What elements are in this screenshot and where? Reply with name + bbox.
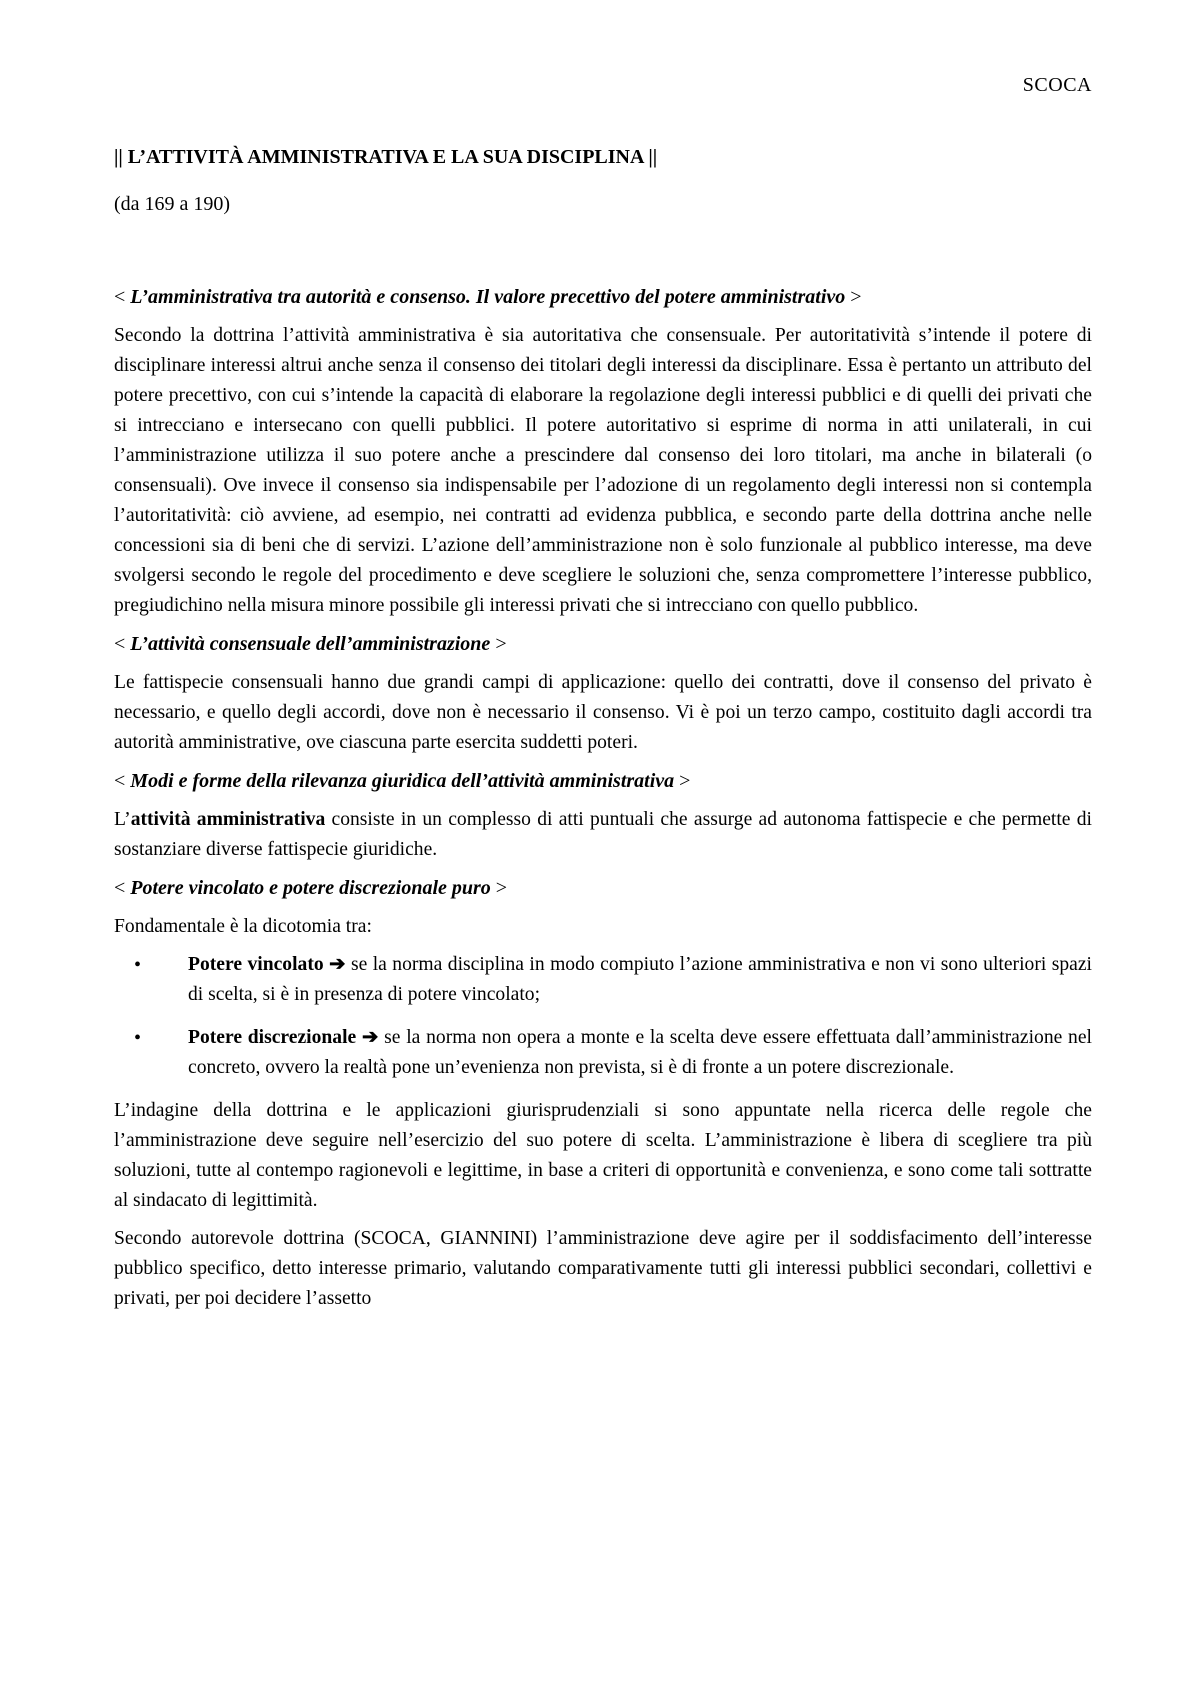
section-heading-text: Modi e forme della rilevanza giuridica dell’attività amministrativa <box>130 770 675 792</box>
heading-close-bracket: > <box>845 286 862 308</box>
list-item <box>134 950 1092 1010</box>
section-heading-4 <box>114 873 1092 903</box>
arrow-right-icon: ➔ <box>323 954 346 975</box>
document-body <box>114 282 1092 1322</box>
running-header: SCOCA <box>1022 74 1092 96</box>
list-item <box>134 1023 1092 1083</box>
heading-open-bracket: < <box>114 770 131 792</box>
heading-open-bracket: < <box>114 633 131 655</box>
bullet-icon: • <box>134 954 142 976</box>
paragraph-dicotomia-intro: Fondamentale è la dicotomia tra: <box>114 916 372 937</box>
section-heading-text: L’amministrativa tra autorità e consenso. Il valore precettivo del potere amministrativo <box>130 286 846 308</box>
section-heading-2 <box>114 629 1092 659</box>
paragraph-indagine-dottrina: L’indagine della dottrina e le applicazioni giurisprudenziali si sono appuntate nella ricerca delle regole che l’amministrazione deve seguire nell’esercizio del suo potere di scelta. L’amministrazione è libera di scegliere tra più soluzioni, tutte al contempo ragionevoli e legittime, in base a criteri di opportunità e convenienza, e sono come tali sottratte al sindacato di legittimità. <box>114 1100 1092 1211</box>
heading-close-bracket: > <box>490 877 508 899</box>
paragraph-autorita-consenso: Secondo la dottrina l’attività amministrativa è sia autoritativa che consensuale. Per autoritatività s’intende il potere di disciplinare interessi altrui anche senza il consenso dei titolari degli interessi da disciplinare. Essa è pertanto un attributo del potere precettivo, con cui s’intende la capacità di elaborare la regolazione degli interessi pubblici e di quelli dei privati che si intrecciano e intersecano con quelli pubblici. Il potere autoritativo si esprime di norma in atti unilaterali, in cui l’amministrazione utilizza il suo potere anche a prescindere dal consenso dei loro titolari, ma anche in bilaterali (o consensuali). Ove invece il consenso sia indispensabile per l’adozione di un regolamento degli interessi non si contempla l’autoritatività: ciò avviene, ad esempio, nei contratti ad evidenza pubblica, e secondo parte della dottrina anche nelle concessioni sia di beni che di servizi. L’azione dell’amministrazione non è solo funzionale al pubblico interesse, ma deve svolgersi secondo le regole del procedimento e deve scegliere le soluzioni che, senza compromettere l’interesse pubblico, pregiudichino nella misura minore possibile gli interessi privati che si intrecciano con quello pubblico. <box>114 325 1092 616</box>
arrow-right-icon: ➔ <box>356 1027 379 1048</box>
paragraph-rilevanza-giuridica <box>114 805 1092 865</box>
list-text: se la norma non opera a monte e la scelta deve essere effettuata dall’amministrazione nel concreto, ovvero la realtà pone un’evenienza non prevista, si è di fronte a un potere discrezionale. <box>188 1027 1092 1078</box>
paragraph-prefix: L’ <box>114 809 131 830</box>
list-term: Potere vincolato <box>188 954 324 975</box>
list-text: se la norma disciplina in modo compiuto l’azione amministrativa e non vi sono ulteriori spazi di scelta, si è in presenza di potere vincolato; <box>188 954 1092 1005</box>
section-heading-1 <box>114 282 1092 312</box>
paragraph-attivita-consensuale: Le fattispecie consensuali hanno due grandi campi di applicazione: quello dei contratti, dove il consenso del privato è necessario, e quello degli accordi, dove non è necessario il consenso. Vi è poi un terzo campo, costituito dagli accordi tra autorità amministrative, ove ciascuna parte esercita suddetti poteri. <box>114 672 1092 753</box>
page-range: (da 169 a 190) <box>114 193 231 215</box>
heading-open-bracket: < <box>114 877 131 899</box>
section-heading-text: Potere vincolato e potere discrezionale puro <box>130 877 491 899</box>
bullet-icon: • <box>134 1027 142 1049</box>
chapter-title: || L’ATTIVITÀ AMMINISTRATIVA E LA SUA DISCIPLINA || <box>114 146 658 168</box>
heading-close-bracket: > <box>490 633 507 655</box>
paragraph-autorevole-dottrina: Secondo autorevole dottrina (SCOCA, GIANNINI) l’amministrazione deve agire per il soddisfacimento dell’interesse pubblico specifico, detto interesse primario, valutando comparativamente tutti gli interessi pubblici secondari, collettivi e privati, per poi decidere l’assetto <box>114 1228 1092 1309</box>
heading-close-bracket: > <box>674 770 691 792</box>
section-heading-text: L’attività consensuale dell’amministrazione <box>130 633 491 655</box>
paragraph-rest: consiste in un complesso di atti puntuali che assurge ad autonoma fattispecie e che permette di sostanziare diverse fattispecie giuridiche. <box>114 809 1092 860</box>
potere-list <box>114 950 1092 1083</box>
bold-term: attività amministrativa <box>130 809 326 830</box>
heading-open-bracket: < <box>114 286 131 308</box>
list-term: Potere discrezionale <box>188 1027 357 1048</box>
section-heading-3 <box>114 766 1092 796</box>
